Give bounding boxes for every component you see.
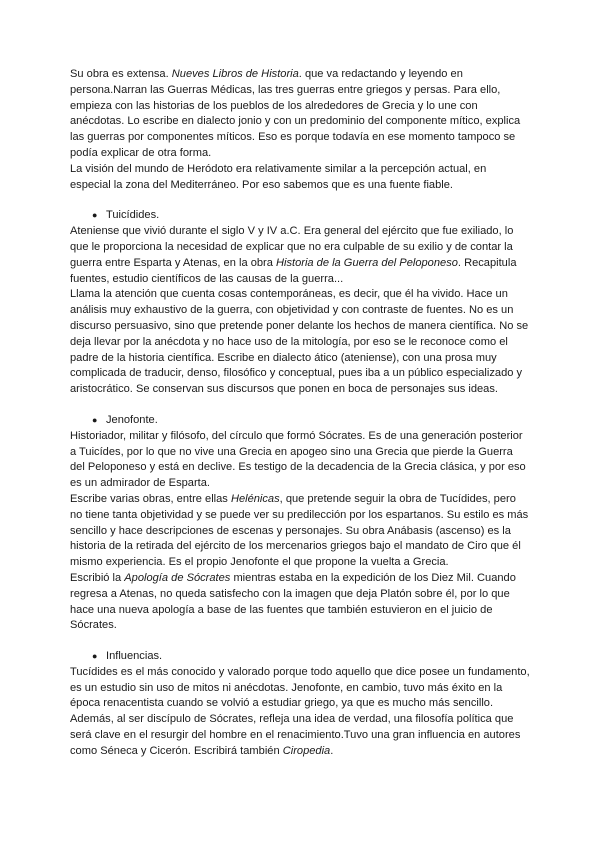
- text-run: .: [330, 744, 334, 757]
- work-title: Helénicas: [230, 492, 280, 505]
- jenofonte-paragraph-1: Historiador, militar y filósofo, del círculo que formó Sócrates. Es de una generación posterior a Tuicídes, por lo que no vive una Grecia en apogeo sino una Grecia que pierde la Guerra del Peloponeso y está en declive. Es testigo de la decadencia de la Grecia clásica, y por eso es un admirador de Esparta.: [70, 429, 526, 490]
- work-title: Historia de la Guerra del Peloponeso: [275, 256, 458, 269]
- text-run: Escribió la: [70, 571, 125, 584]
- bullet-icon: ●: [92, 210, 98, 221]
- jenofonte-paragraph-3: [70, 571, 530, 634]
- work-title: Nueves Libros de Historia: [171, 68, 299, 80]
- text-run: Ateniense que vivió durante el siglo V y IV a.C. Era general del ejército que fue exiliado, lo que le proporciona la necesidad de explicar que no era culpable de su exilio y de contar la guerra entre Esparta y Atenas, en la obra: [70, 225, 514, 269]
- herodoto-paragraph-1: [70, 67, 530, 162]
- text-run: Escribe varias obras, entre ellas: [70, 492, 231, 505]
- herodoto-paragraph-2: La visión del mundo de Heródoto era relativamente similar a la percepción actual, en especial la zona del Mediterráneo. Por eso sabemos que es una fuente fiable.: [70, 162, 487, 191]
- work-title: Ciropedia: [282, 744, 331, 757]
- section-heading-influencias: [70, 649, 530, 665]
- section-heading-jenofonte: [70, 413, 530, 429]
- heading-text: Tuicídides.: [106, 209, 160, 222]
- jenofonte-paragraph-2: [70, 492, 530, 571]
- influencias-paragraph-1: [70, 665, 530, 760]
- tucidides-paragraph-2: Llama la atención que cuenta cosas contemporáneas, es decir, que él ha vivido. Hace un análisis muy exhaustivo de la guerra, con objetividad y con contraste de fuentes. No es un discurso persuasivo, sino que pretende poner delante los hechos de manera científica. No se deja llevar por la anécdota y no hace uso de la mitología, por eso se le reconoce como el padre de la historia científica. Escribe en dialecto ático (ateniense), con una prosa muy complicada de traducir, denso, filosófico y conceptual, pues iba a un público especializado y aristocrático. Se conservan sus discursos que ponen en boca de personajes sus ideas.: [70, 288, 529, 396]
- text-run: , que pretende seguir la obra de Tucídides, pero no tiene tanta objetividad y se puede ver su predilección por los espartanos. Su estilo es más sencillo y hace descripciones de escenas y personajes. Su obra Anábasis (ascenso) es la historia de la retirada del ejército de los mercenarios griegos bajo el mandato de Ciro que él mismo experiencia. Es el propio Jenofonte el que propone la vuelta a Grecia.: [70, 492, 529, 569]
- text-run: Su obra es extensa.: [70, 68, 172, 80]
- work-title: Apología de Sócrates: [124, 571, 231, 584]
- text-run: . que va redactando y leyendo en persona.Narran las Guerras Médicas, las tres guerras entre griegos y persas. Para ello, empieza con las historias de los pueblos de los alrededores de Grecia y lo une con anécdotas. Lo escribe en dialecto jonio y con un predominio del componente mítico, explica las guerras por componentes míticos. Eso es porque todavía en ese momento tampoco se podía explicar de otra forma.: [70, 68, 521, 159]
- tucidides-paragraph-1: [70, 224, 530, 287]
- bullet-icon: ●: [92, 651, 98, 662]
- section-heading-tucidides: [70, 208, 530, 224]
- heading-text: Influencias.: [106, 650, 163, 663]
- text-run: mientras estaba en la expedición de los Diez Mil. Cuando regresa a Atenas, no queda satisfecho con la imagen que deja Platón sobre él, por lo que hace una nueva apología a base de las fuentes que también estuvieron en el juicio de Sócrates.: [70, 571, 516, 632]
- bullet-icon: ●: [92, 414, 98, 425]
- text-run: Tucídides es el más conocido y valorado porque todo aquello que dice posee un fundamento, es un estudio sin uso de mitos ni anécdotas. Jenofonte, en cambio, tuvo más éxito en la época renacentista cuando se volvió a estudiar griego, ya que es mucho más sencillo. Además, al ser discípulo de Sócrates, refleja una idea de verdad, una filosofía política que será clave en el resurgir del hombre en el renacimiento.Tuvo una gran influencia en autores como Séneca y Cicerón. Escribirá también: [70, 665, 530, 757]
- heading-text: Jenofonte.: [106, 413, 158, 426]
- text-run: . Recapitula fuentes, estudio científicos de las causas de la guerra...: [70, 256, 517, 285]
